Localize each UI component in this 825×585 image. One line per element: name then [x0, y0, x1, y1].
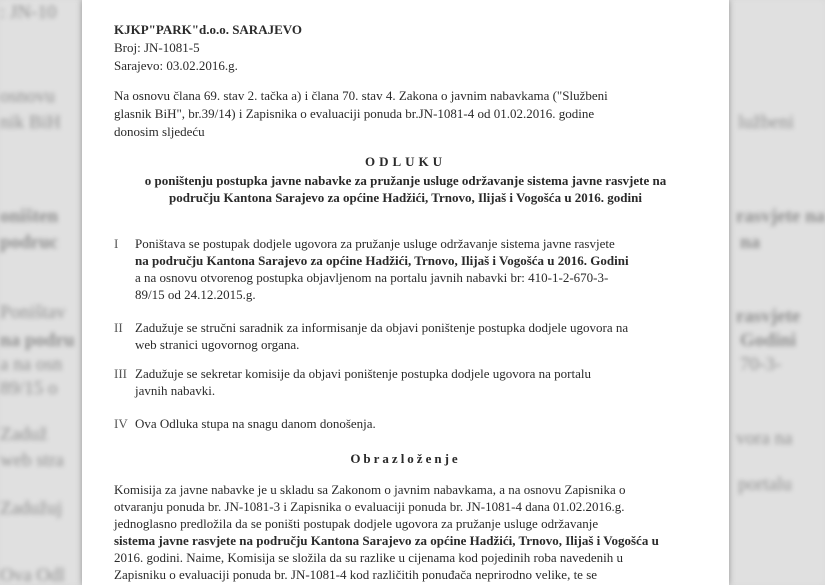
bg-fragment: lužbeni — [738, 112, 794, 133]
item-numeral: II — [114, 320, 123, 335]
bg-fragment: rasvjete — [736, 306, 801, 327]
decision-subtitle: području Kantona Sarajevo za općine Hadžići, Trnovo, Ilijaš i Vogošća u 2016. godini — [169, 190, 642, 205]
bg-fragment: rasvjete na — [736, 206, 825, 227]
item-line: web stranici ugovornog organa. — [135, 337, 300, 352]
bg-fragment: Zaduž — [0, 424, 48, 445]
bg-fragment: portalu — [738, 474, 792, 495]
bg-fragment: na — [740, 232, 761, 253]
bg-fragment: oništen — [0, 206, 59, 227]
bg-fragment: na podru — [0, 330, 75, 351]
bg-fragment: Ova Odl — [0, 565, 65, 585]
decision-title: ODLUKU — [364, 154, 447, 169]
item-line: a na osnovu otvorenog postupka objavljenom na portalu javnih nabavki br: 410-1-2-670-3- — [135, 270, 609, 285]
document-number: Broj: JN-1081-5 — [114, 40, 200, 55]
item-line: Poništava se postupak dodjele ugovora za pružanje usluge održavanje sistema javne rasvjete — [135, 236, 615, 251]
bg-fragment-top: : JN-10 — [0, 2, 57, 23]
item-line: Zadužuje se stručni saradnik za informisanje da objavi poništenje postupka dodjele ugovora na — [135, 320, 629, 335]
item-line: javnih nabavki. — [135, 383, 216, 398]
decision-subtitle: o poništenju postupka javne nabavke za pružanje usluge održavanje sistema javne rasvjete na — [144, 173, 667, 188]
reasoning-line: sistema javne rasvjete na području Kantona Sarajevo za općine Hadžići, Trnovo, Ilijaš i Vogošća u — [114, 533, 659, 548]
reasoning-line: 2016. godini. Naime, Komisija se složila da su razlike u cijenama kod pojedinih roba navedenih u — [114, 550, 624, 565]
reasoning-title: Obrazloženje — [350, 451, 461, 466]
document-date: Sarajevo: 03.02.2016.g. — [114, 58, 238, 73]
document-page — [82, 0, 729, 585]
bg-fragment: 70-3- — [740, 354, 782, 375]
intro-line: Na osnovu člana 69. stav 2. tačka a) i člana 70. stav 4. Zakona o javnim nabavkama ("Službeni — [114, 88, 608, 103]
reasoning-line: jednoglasno predložila da se poništi postupak dodjele ugovora za pružanje usluge održavanje — [114, 516, 599, 531]
item-line: na području Kantona Sarajevo za općine Hadžići, Trnovo, Ilijaš i Vogošća u 2016. Godini — [135, 253, 629, 268]
reasoning-line: otvaranju ponuda br. JN-1081-3 i Zapisnika o evaluaciji ponuda br. JN-1081-4 dana 01.02.2016.g. — [114, 499, 625, 514]
intro-line: glasnik BiH", br.39/14) i Zapisnika o evaluaciji ponuda br.JN-1081-4 od 01.02.2016. godine — [114, 106, 595, 121]
bg-fragment: Godini — [740, 330, 796, 351]
item-numeral: IV — [114, 416, 128, 431]
intro-line: donosim sljedeću — [114, 124, 205, 139]
company-name: KJKP"PARK"d.o.o. SARAJEVO — [114, 22, 302, 37]
bg-fragment: Zadužuj — [0, 498, 63, 519]
item-numeral: III — [114, 366, 127, 381]
bg-fragment: a na osn — [0, 354, 63, 375]
item-line: Zadužuje se sekretar komisije da objavi poništenje postupka dodjele ugovora na portalu — [135, 366, 591, 381]
bg-fragment: nik BiH — [0, 112, 61, 133]
bg-fragment: 89/15 o — [0, 378, 58, 399]
bg-fragment: podruc — [0, 232, 59, 253]
item-numeral: I — [114, 236, 119, 251]
bg-fragment: Poništav — [0, 302, 66, 323]
item-line: Ova Odluka stupa na snagu danom donošenja. — [135, 416, 376, 431]
bg-fragment: osnovu — [0, 86, 55, 107]
item-line: 89/15 od 24.12.2015.g. — [135, 287, 256, 302]
bg-fragment: web stra — [0, 450, 64, 471]
bg-fragment: vora na — [736, 428, 793, 449]
reasoning-line: Komisija za javne nabavke je u skladu sa Zakonom o javnim nabavkama, a na osnovu Zapisnika o — [114, 482, 626, 497]
reasoning-line: Zapisniku o evaluaciji ponuda br. JN-1081-4 kod različitih ponuđača neprirodno velike, te se — [114, 567, 598, 582]
